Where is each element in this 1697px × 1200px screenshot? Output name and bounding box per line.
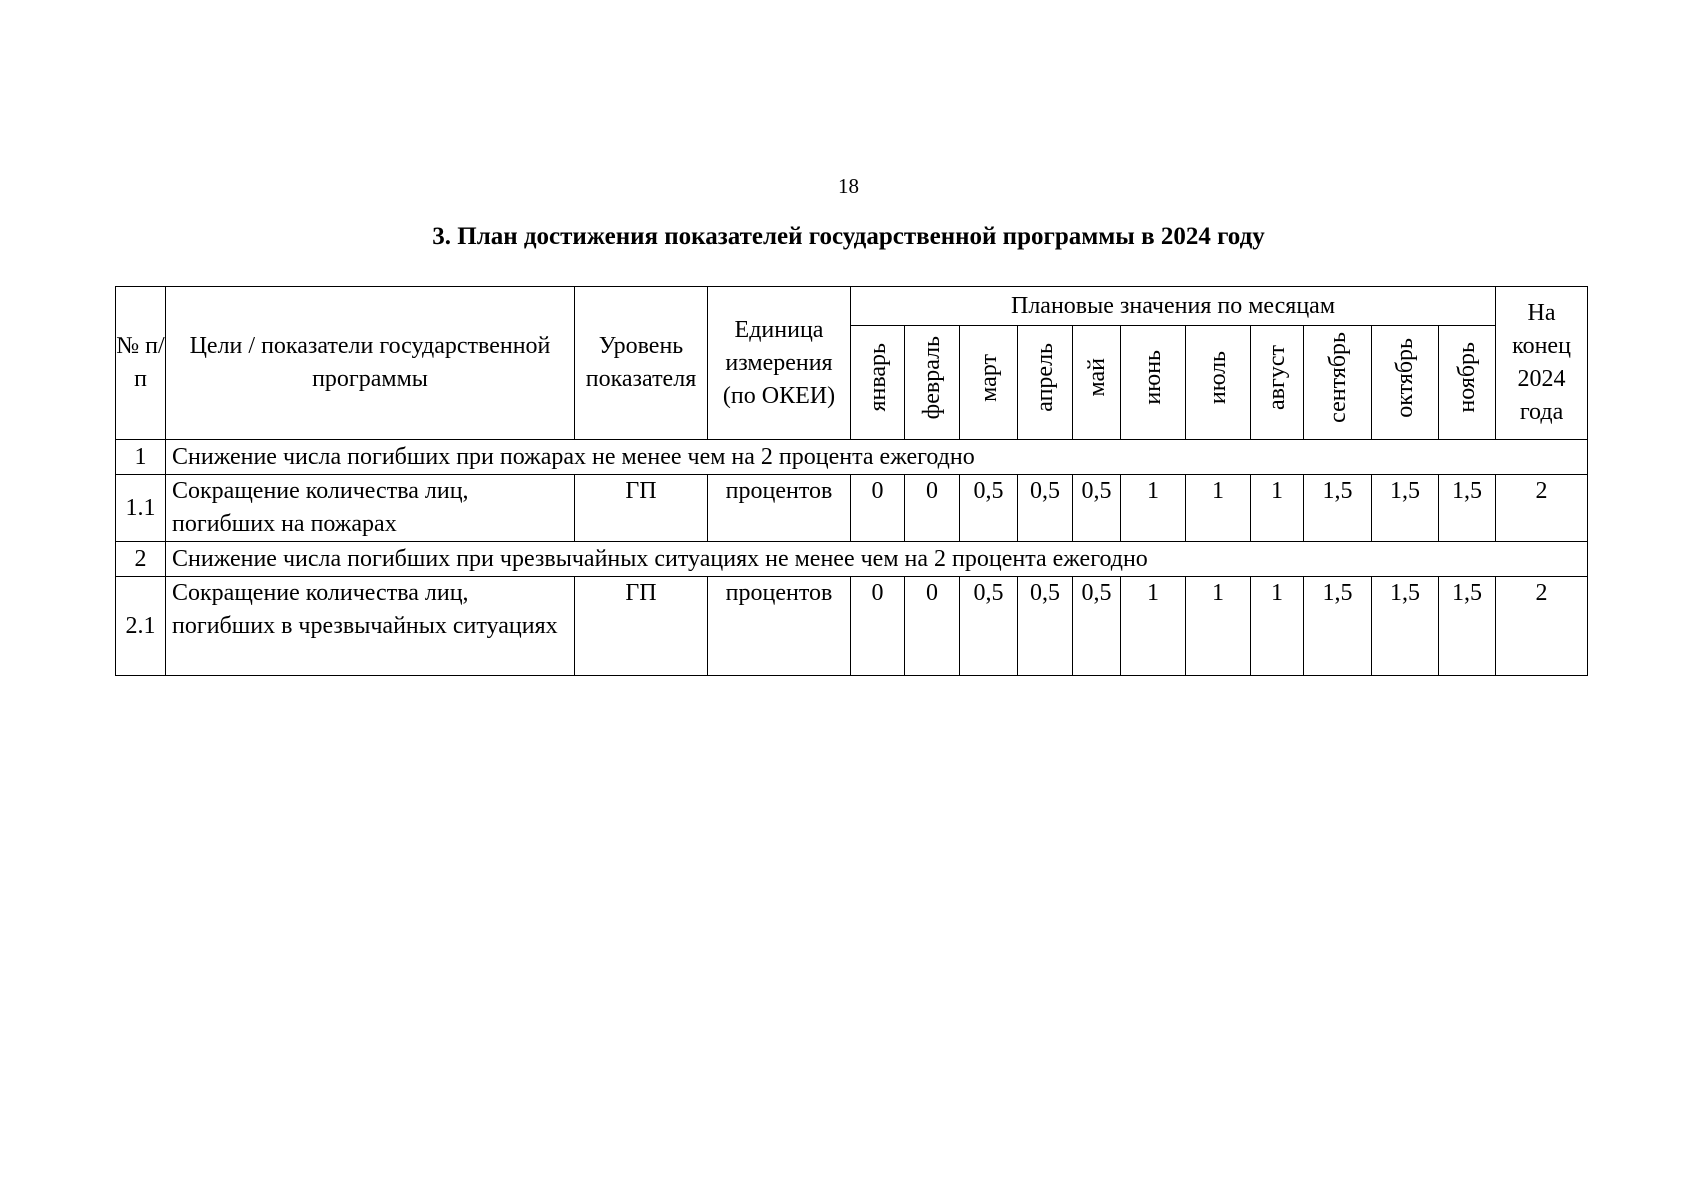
month-label-january: январь: [864, 343, 891, 412]
month-value-june: 1: [1121, 577, 1186, 676]
month-label-april: апрель: [1032, 343, 1058, 412]
header-row: [116, 287, 1588, 326]
month-value-april: 0,5: [1018, 475, 1073, 542]
header-month: [1304, 326, 1372, 440]
indicator-row: [116, 475, 1588, 542]
header-level: Уровень показателя: [575, 287, 708, 440]
month-value-august: 1: [1251, 577, 1304, 676]
header-month: [1018, 326, 1073, 440]
header-month: [960, 326, 1018, 440]
header-month: [851, 326, 905, 440]
month-value-march: 0,5: [960, 475, 1018, 542]
month-value-october: 1,5: [1372, 577, 1439, 676]
month-value-may: 0,5: [1073, 475, 1121, 542]
month-value-february: 0: [905, 577, 960, 676]
indicators-plan-table: [115, 286, 1588, 676]
month-value-july: 1: [1186, 577, 1251, 676]
month-value-april: 0,5: [1018, 577, 1073, 676]
goal-row: [116, 542, 1588, 577]
month-value-november: 1,5: [1439, 475, 1496, 542]
header-unit: Единица измерения (по ОКЕИ): [708, 287, 851, 440]
header-month: [1186, 326, 1251, 440]
indicator-name: Сокращение количества лиц, погибших на пожарах: [166, 475, 575, 542]
month-value-november: 1,5: [1439, 577, 1496, 676]
month-label-july: июль: [1205, 350, 1231, 405]
indicator-level: ГП: [575, 475, 708, 542]
page-number: 18: [838, 174, 859, 198]
month-label-august: август: [1264, 345, 1290, 410]
header-month: [905, 326, 960, 440]
header-month: [1439, 326, 1496, 440]
header-year-end: На конец 2024 года: [1496, 287, 1588, 440]
indicator-number: 1.1: [116, 475, 166, 542]
month-label-october: октябрь: [1392, 337, 1418, 418]
month-label-june: июнь: [1140, 350, 1166, 405]
indicator-unit: процентов: [708, 475, 851, 542]
header-number: № п/п: [116, 287, 166, 440]
indicator-row: [116, 577, 1588, 676]
month-value-march: 0,5: [960, 577, 1018, 676]
goal-text: Снижение числа погибших при пожарах не менее чем на 2 процента ежегодно: [166, 440, 1588, 475]
header-monthly-values: Плановые значения по месяцам: [851, 287, 1496, 326]
month-value-june: 1: [1121, 475, 1186, 542]
goal-row: [116, 440, 1588, 475]
header-month: [1121, 326, 1186, 440]
header-month: [1372, 326, 1439, 440]
header-goals: Цели / показатели государственной программы: [166, 287, 575, 440]
month-value-may: 0,5: [1073, 577, 1121, 676]
goal-number: 2: [116, 542, 166, 577]
indicator-number: 2.1: [116, 577, 166, 676]
month-value-july: 1: [1186, 475, 1251, 542]
month-value-february: 0: [905, 475, 960, 542]
year-end-value: 2: [1496, 577, 1588, 676]
month-value-january: 0: [851, 475, 905, 542]
month-value-september: 1,5: [1304, 475, 1372, 542]
indicator-unit: процентов: [708, 577, 851, 676]
header-month: [1251, 326, 1304, 440]
goal-number: 1: [116, 440, 166, 475]
month-label-february: февраль: [919, 335, 945, 420]
month-label-march: март: [975, 353, 1002, 402]
document-title: 3. План достижения показателей государственной программы в 2024 году: [432, 223, 1265, 250]
month-value-october: 1,5: [1372, 475, 1439, 542]
header-month: [1073, 326, 1121, 440]
indicator-name: Сокращение количества лиц, погибших в чрезвычайных ситуациях: [166, 577, 575, 676]
month-label-november: ноябрь: [1454, 342, 1481, 413]
month-label-may: май: [1083, 358, 1110, 397]
month-label-september: сентябрь: [1324, 332, 1351, 423]
month-value-september: 1,5: [1304, 577, 1372, 676]
month-value-january: 0: [851, 577, 905, 676]
month-value-august: 1: [1251, 475, 1304, 542]
indicator-level: ГП: [575, 577, 708, 676]
goal-text: Снижение числа погибших при чрезвычайных ситуациях не менее чем на 2 процента ежегодно: [166, 542, 1588, 577]
year-end-value: 2: [1496, 475, 1588, 542]
